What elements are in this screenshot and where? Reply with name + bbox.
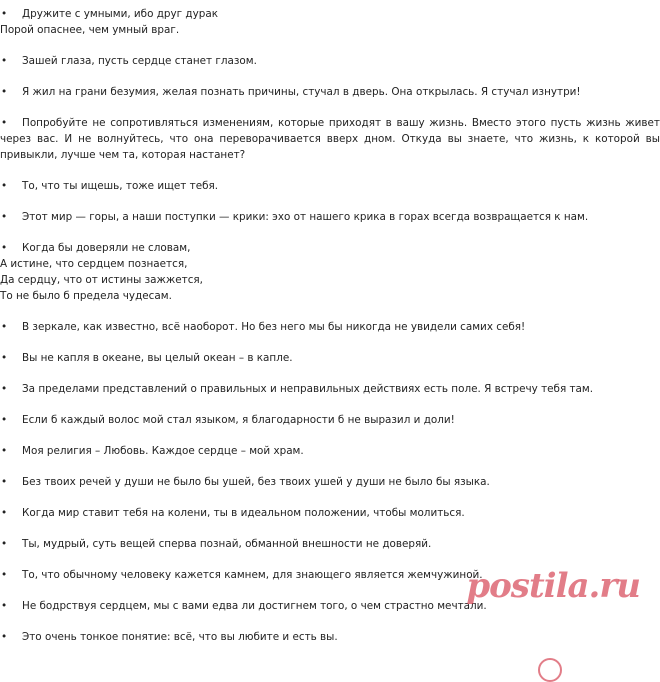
quote-text: В зеркале, как известно, всё наоборот. Но без него мы бы никогда не увидели самих себя! [22, 321, 526, 333]
quote-item [0, 319, 660, 335]
quote-item [0, 350, 660, 366]
quote-text: Моя религия – Любовь. Каждое сердце – мой храм. [22, 445, 304, 457]
bullet-icon: • [1, 600, 8, 612]
quote-item [0, 505, 660, 521]
quote-text: Я жил на грани безумия, желая познать причины, стучал в дверь. Она открылась. Я стучал изнутри! [22, 86, 581, 98]
quote-text: Вы не капля в океане, вы целый океан – в капле. [22, 352, 293, 364]
smiley-icon [538, 658, 562, 682]
quote-item [0, 412, 660, 428]
quote-item [0, 209, 660, 225]
quote-text: Без твоих речей у души не было бы ушей, без твоих ушей у души не было бы языка. [22, 476, 490, 488]
quote-text: Дружите с умными, ибо друг дурак [22, 8, 219, 20]
bullet-icon: • [1, 242, 8, 254]
quote-text: Не бодрствуя сердцем, мы с вами едва ли достигнем того, о чем страстно мечтали. [22, 600, 487, 612]
quote-item [0, 53, 660, 69]
quote-item [0, 178, 660, 194]
quote-text: То, что ты ищешь, тоже ищет тебя. [22, 180, 219, 192]
bullet-icon: • [1, 476, 8, 488]
quote-line: А истине, что сердцем познается, [0, 258, 188, 270]
bullet-icon: • [1, 569, 8, 581]
quote-item [0, 443, 660, 459]
quote-item [0, 115, 660, 163]
quote-item [0, 536, 660, 552]
quote-line: Да сердцу, что от истины зажжется, [0, 274, 203, 286]
quote-item [0, 84, 660, 100]
bullet-icon: • [1, 507, 8, 519]
quote-item [0, 381, 660, 397]
quote-text: Этот мир — горы, а наши поступки — крики: эхо от нашего крика в горах всегда возвращается к нам. [22, 211, 589, 223]
quote-item [0, 629, 660, 645]
bullet-icon: • [1, 445, 8, 457]
quote-line: То не было б предела чудесам. [0, 290, 172, 302]
quote-text: Ты, мудрый, суть вещей сперва познай, обманной внешности не доверяй. [22, 538, 432, 550]
quote-item [0, 474, 660, 490]
bullet-icon: • [1, 631, 8, 643]
bullet-icon: • [1, 538, 8, 550]
quote-item [0, 6, 660, 38]
bullet-icon: • [1, 414, 8, 426]
quote-line: Порой опаснее, чем умный враг. [0, 24, 180, 36]
quote-text: Это очень тонкое понятие: всё, что вы любите и есть вы. [22, 631, 338, 643]
quote-item [0, 240, 660, 304]
bullet-icon: • [1, 8, 8, 20]
quote-text: Попробуйте не сопротивляться изменениям, которые приходят в вашу жизнь. Вместо этого пусть жизнь живет через вас. И не волнуйтесь, что она переворачивается вверх дном. Откуда вы знаете, что жизнь, к которой вы привыкли, лучше чем та, которая настанет? [0, 117, 660, 161]
bullet-icon: • [1, 86, 8, 98]
quote-text: Если б каждый волос мой стал языком, я благодарности б не выразил и доли! [22, 414, 455, 426]
quote-text: Зашей глаза, пусть сердце станет глазом. [22, 55, 257, 67]
bullet-icon: • [1, 321, 8, 333]
watermark-logo: postila.ru [466, 566, 640, 606]
bullet-icon: • [1, 383, 8, 395]
quote-text: За пределами представлений о правильных и неправильных действиях есть поле. Я встречу тебя там. [22, 383, 594, 395]
bullet-icon: • [1, 117, 8, 129]
bullet-icon: • [1, 211, 8, 223]
quote-text: Когда мир ставит тебя на колени, ты в идеальном положении, чтобы молиться. [22, 507, 465, 519]
quotes-list [0, 6, 660, 660]
bullet-icon: • [1, 352, 8, 364]
quote-text: Когда бы доверяли не словам, [22, 242, 191, 254]
bullet-icon: • [1, 55, 8, 67]
quote-text: То, что обычному человеку кажется камнем, для знающего является жемчужиной. [22, 569, 483, 581]
bullet-icon: • [1, 180, 8, 192]
